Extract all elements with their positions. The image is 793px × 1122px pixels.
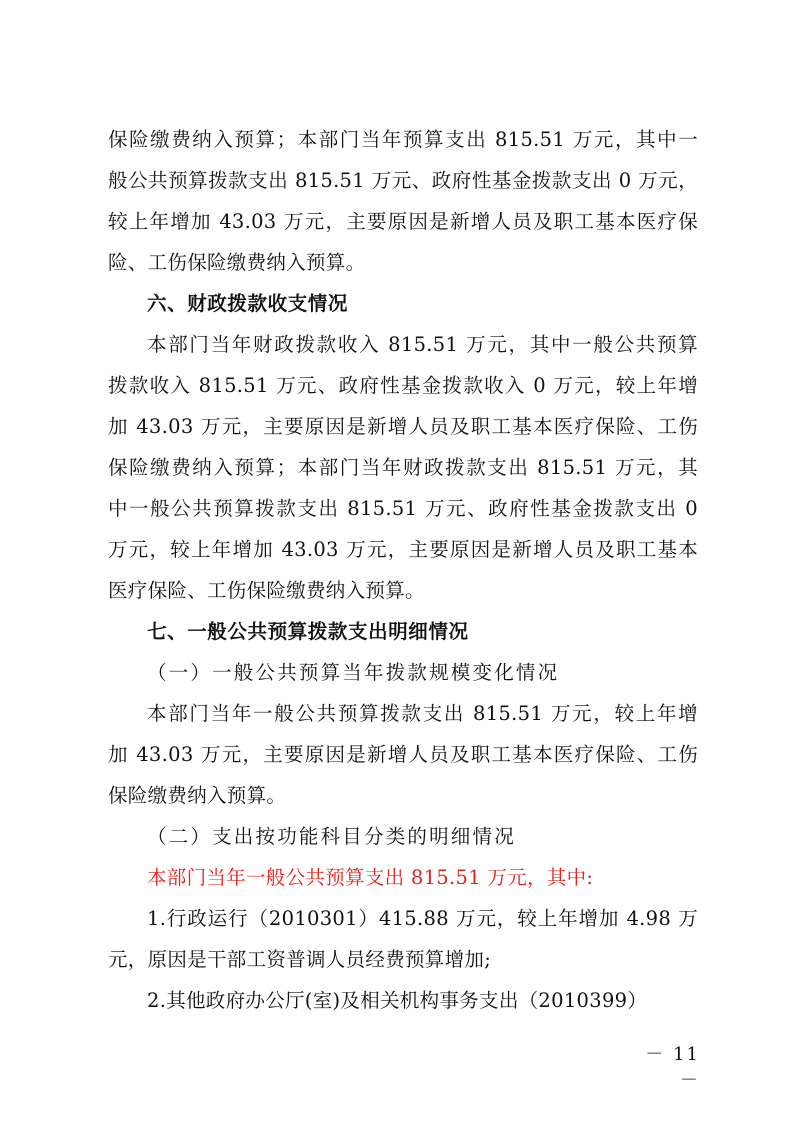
paragraph-line: 本部门当年财政拨款收入 815.51 万元，其中一般公共预算: [147, 333, 698, 356]
list-item-line: 1.行政运行（2010301）415.88 万元，较上年增加 4.98 万: [147, 907, 698, 930]
paragraph-line: 保险缴费纳入预算；本部门当年财政拨款支出 815.51 万元，其: [108, 456, 698, 479]
paragraph-line: 保险缴费纳入预算；本部门当年预算支出 815.51 万元，其中一: [108, 128, 698, 151]
paragraph-line: 本部门当年一般公共预算拨款支出 815.51 万元，较上年增: [147, 702, 698, 725]
paragraph-line: 医疗保险、工伤保险缴费纳入预算。: [108, 579, 425, 602]
paragraph-line: 拨款收入 815.51 万元、政府性基金拨款收入 0 万元，较上年增: [108, 374, 698, 397]
paragraph-line: 万元，较上年增加 43.03 万元，主要原因是新增人员及职工基本: [108, 538, 698, 561]
highlighted-summary-line: 本部门当年一般公共预算支出 815.51 万元，其中:: [147, 866, 594, 889]
subsection-heading-1: （一）一般公共预算当年拨款规模变化情况: [147, 661, 560, 684]
subsection-heading-2: （二）支出按功能科目分类的明细情况: [147, 825, 516, 848]
paragraph-line: 加 43.03 万元，主要原因是新增人员及职工基本医疗保险、工伤: [108, 415, 698, 438]
section-heading-7: 七、一般公共预算拨款支出明细情况: [147, 620, 469, 643]
paragraph-line: 较上年增加 43.03 万元，主要原因是新增人员及职工基本医疗保: [108, 210, 698, 233]
page-number: － 11 －: [645, 1044, 700, 1091]
paragraph-line: 中一般公共预算拨款支出 815.51 万元、政府性基金拨款支出 0: [108, 497, 698, 520]
section-heading-6: 六、财政拨款收支情况: [147, 292, 349, 315]
paragraph-line: 般公共预算拨款支出 815.51 万元、政府性基金拨款支出 0 万元，: [108, 169, 698, 192]
paragraph-line: 险、工伤保险缴费纳入预算。: [108, 251, 366, 274]
paragraph-line: 保险缴费纳入预算。: [108, 784, 287, 807]
list-item-line: 2.其他政府办公厅(室)及相关机构事务支出（2010399）: [147, 989, 648, 1012]
list-item-line: 元，原因是干部工资普调人员经费预算增加;: [108, 948, 492, 971]
paragraph-line: 加 43.03 万元，主要原因是新增人员及职工基本医疗保险、工伤: [108, 743, 698, 766]
